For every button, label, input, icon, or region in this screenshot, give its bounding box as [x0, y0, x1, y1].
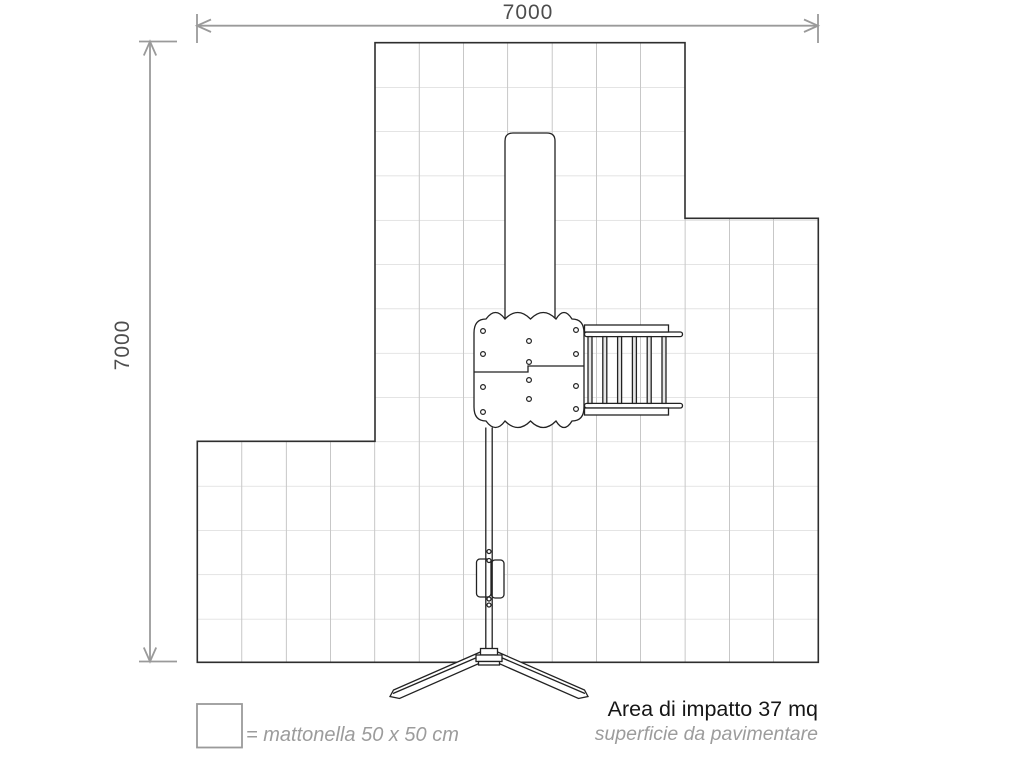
slide-beam [505, 133, 555, 319]
left-dimension-label: 7000 [111, 319, 134, 371]
legend-tile-swatch [197, 704, 242, 748]
top-dimension-label: 7000 [502, 1, 554, 24]
left-dimension [139, 42, 177, 662]
base-hub-plate [479, 662, 500, 666]
platform [474, 313, 584, 428]
base-hub-mid [476, 655, 502, 662]
ladder-rail-top [585, 325, 669, 332]
surface-note: superficie da pavimentare [594, 723, 818, 745]
base-hub-top [481, 649, 498, 656]
notes [595, 697, 818, 745]
ladder-rail-bottom-long [585, 403, 683, 408]
ladder-rail-bottom [585, 408, 669, 415]
legend [197, 704, 459, 748]
legend-tile-label: = mattonella 50 x 50 cm [246, 724, 459, 746]
seat-left [477, 559, 492, 597]
seat-right [492, 560, 505, 598]
ladder-rail-top-long [585, 332, 683, 337]
impact-area-note: Area di impatto 37 mq [607, 697, 818, 721]
